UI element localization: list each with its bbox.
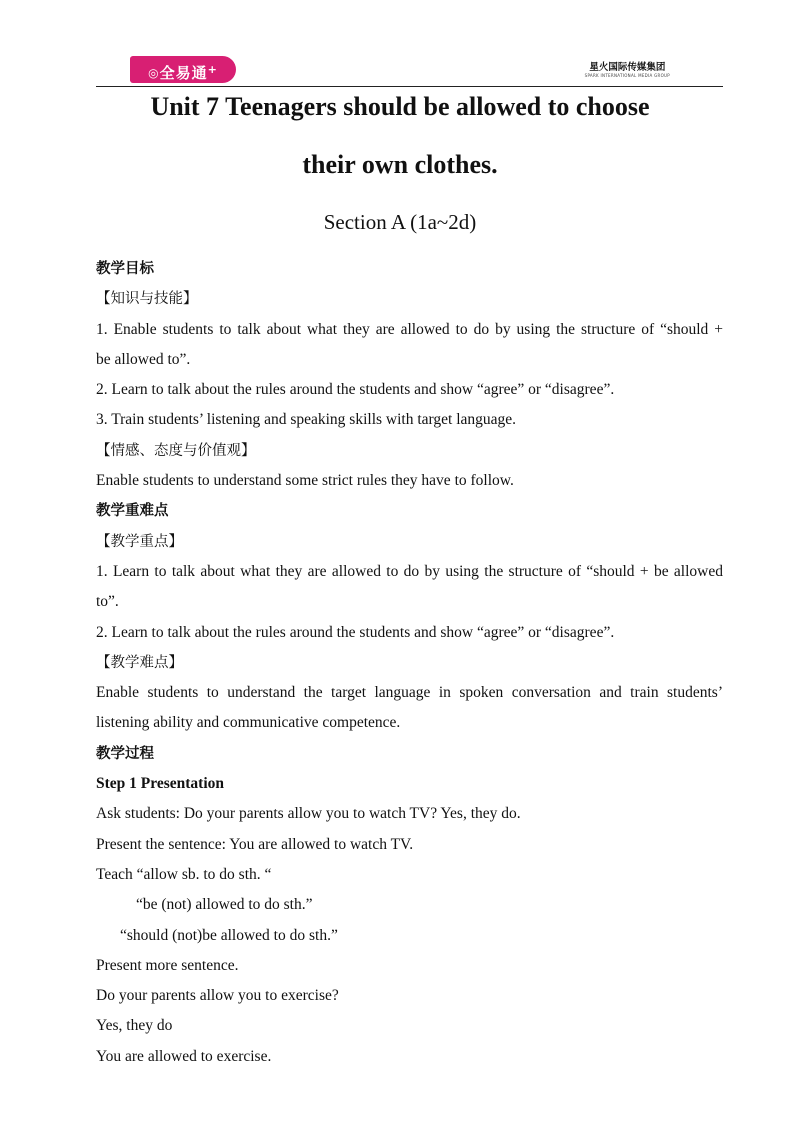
brand-logo	[130, 56, 236, 83]
focus-item-1-line-1: 1. Learn to talk about what they are allowed to do by using the structure of “should + be allowed	[96, 562, 723, 580]
knowledge-item-1-line-2: be allowed to”.	[96, 350, 191, 368]
step-line-8: Yes, they do	[96, 1017, 173, 1035]
focus-item-2: 2. Learn to talk about the rules around the students and show “agree” or “disagree”.	[96, 623, 615, 641]
page-title-line-2: their own clothes.	[302, 150, 498, 179]
logo-mark-icon: ◎	[148, 66, 160, 80]
step-line-2: Present the sentence: You are allowed to watch TV.	[96, 835, 414, 853]
document-body	[96, 254, 723, 1072]
process-heading: 教学过程	[96, 745, 154, 762]
goals-heading: 教学目标	[96, 261, 154, 277]
knowledge-item-2: 2. Learn to talk about the rules around the students and show “agree” or “disagree”.	[96, 381, 615, 399]
emotion-item-1: Enable students to understand some strict rules they have to follow.	[96, 472, 514, 490]
difficult-item-line-1: Enable students to understand the target language in spoken conversation and train students’	[96, 684, 723, 702]
focus-heading: 【教学重点】	[96, 533, 183, 550]
step-1-heading: Step 1 Presentation	[96, 775, 225, 793]
emotion-heading: 【情感、态度与价值观】	[96, 442, 256, 459]
publisher-name-cn: 星火国际传媒集团	[589, 62, 666, 73]
step-line-6: Present more sentence.	[96, 956, 239, 974]
publisher-name-en: SPARK INTERNATIONAL MEDIA GROUP	[584, 73, 670, 78]
difficult-heading: 【教学难点】	[96, 654, 183, 671]
publisher-mark	[585, 62, 670, 79]
focus-item-1-line-2: to”.	[96, 593, 119, 611]
section-subtitle: Section A (1a~2d)	[323, 210, 477, 234]
step-line-7: Do your parents allow you to exercise?	[96, 987, 339, 1005]
step-line-4: “be (not) allowed to do sth.”	[136, 896, 313, 914]
difficult-item-line-2: listening ability and communicative competence.	[96, 714, 401, 732]
step-line-3: Teach “allow sb. to do sth. “	[96, 865, 272, 883]
logo-text: 全易通	[159, 64, 208, 82]
keypoints-heading: 教学重难点	[96, 503, 169, 520]
knowledge-item-3: 3. Train students’ listening and speaking skills with target language.	[96, 411, 517, 429]
logo-plus-icon: +	[207, 63, 218, 76]
page-title-line-1: Unit 7 Teenagers should be allowed to choose	[150, 92, 650, 121]
step-line-1: Ask students: Do your parents allow you to watch TV? Yes, they do.	[96, 805, 521, 823]
step-line-5: “should (not)be allowed to do sth.”	[120, 926, 338, 944]
knowledge-item-1-line-1: 1. Enable students to talk about what they are allowed to do by using the structure of “should +	[96, 320, 723, 338]
step-line-9: You are allowed to exercise.	[96, 1047, 272, 1065]
page-header	[96, 54, 723, 87]
knowledge-heading: 【知识与技能】	[96, 291, 198, 308]
